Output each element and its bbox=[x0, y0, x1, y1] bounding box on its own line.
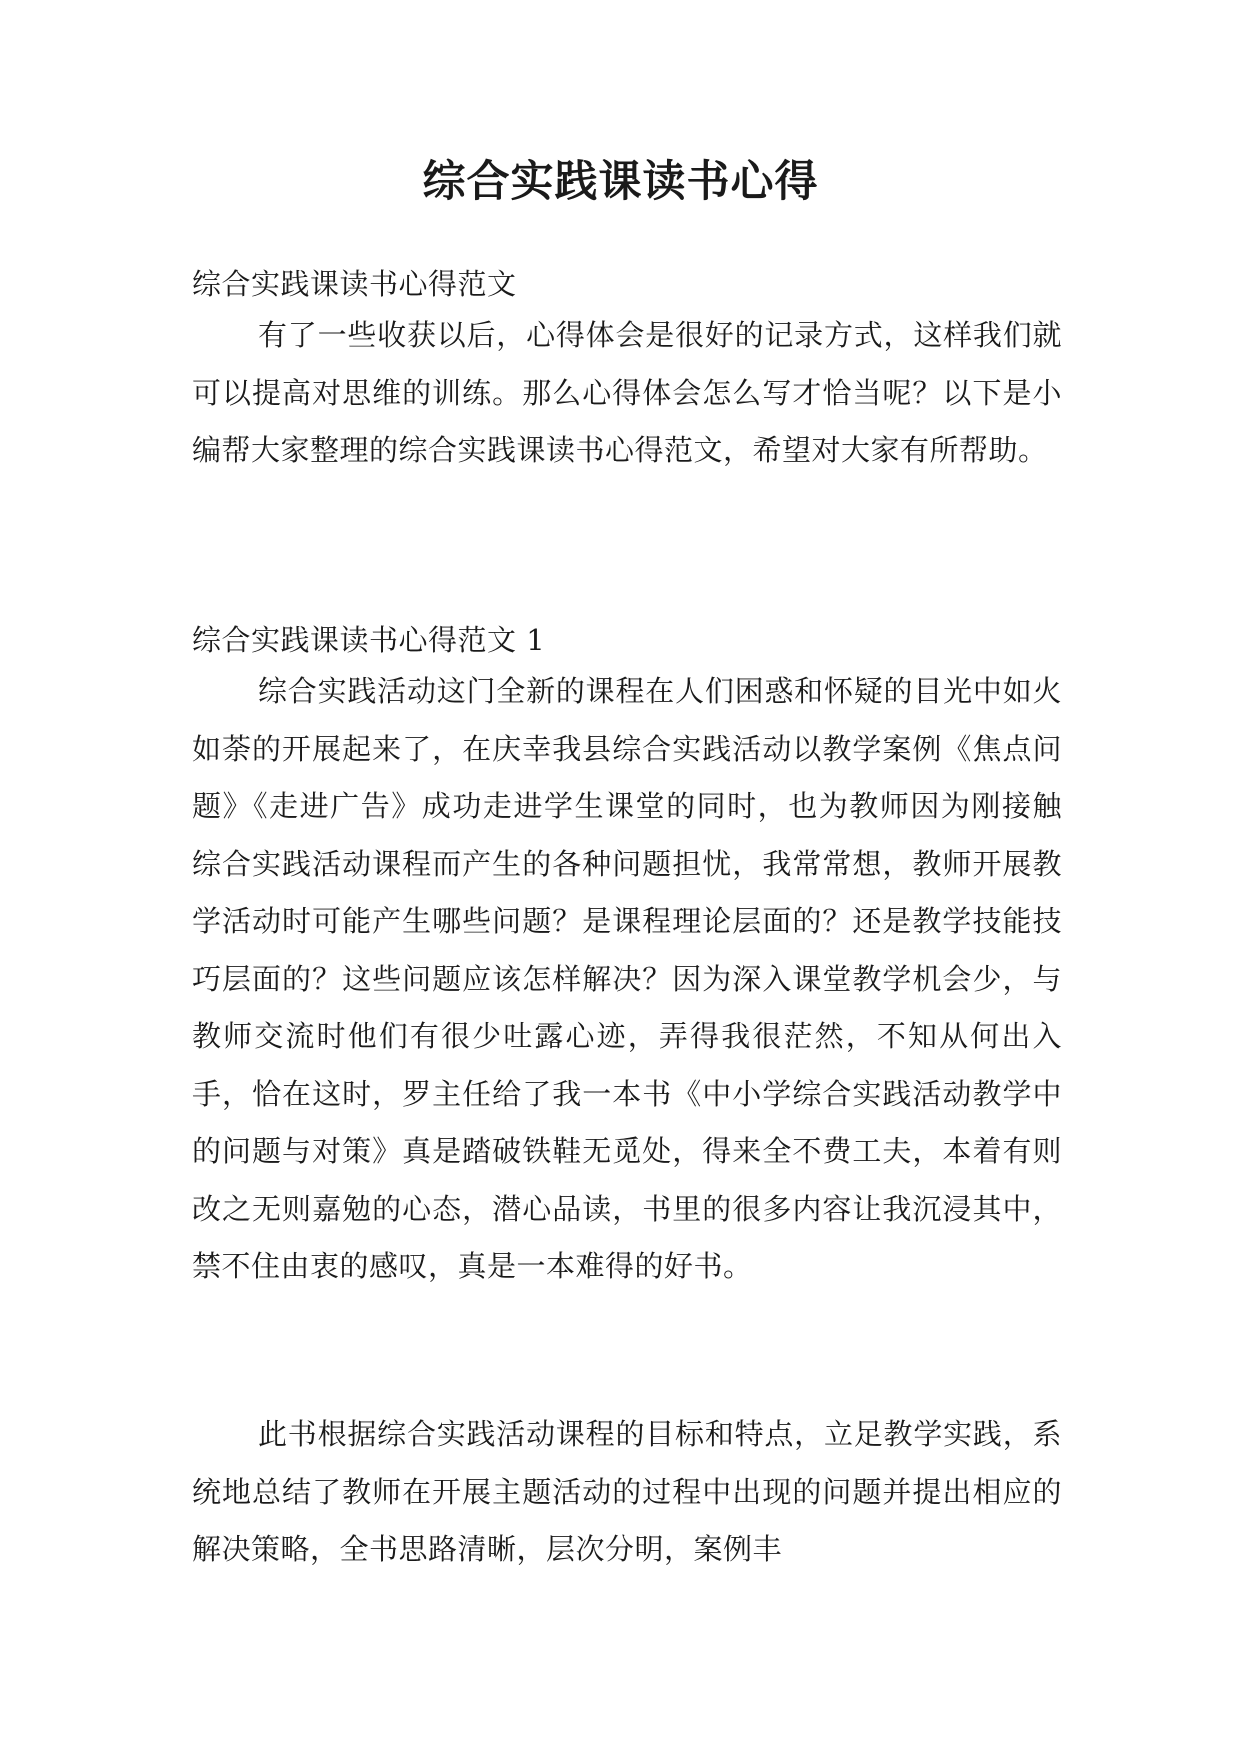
section1-paragraph-1: 综合实践活动这门全新的课程在人们困惑和怀疑的目光中如火如荼的开展起来了，在庆幸我县综合实践活动以教学案例《焦点问题》《走进广告》成功走进学生课堂的同时，也为教师因为刚接触综合实践活动课程而产生的各种问题担忧，我常常想，教师开展教学活动时可能产生哪些问题？是课程理论层面的？还是教学技能技巧层面的？这些问题应该怎样解决？因为深入课堂教学机会少，与教师交流时他们有很少吐露心迹，弄得我很茫然，不知从何出入手，恰在这时，罗主任给了我一本书《中小学综合实践活动教学中的问题与对策》真是踏破铁鞋无觅处，得来全不费工夫，本着有则改之无则嘉勉的心态，潜心品读，书里的很多内容让我沉浸其中，禁不住由衷的感叹，真是一本难得的好书。 bbox=[192, 674, 1062, 1283]
document-title: 综合实践课读书心得 bbox=[422, 157, 819, 207]
intro-paragraph: 有了一些收获以后，心得体会是很好的记录方式，这样我们就可以提高对思维的训练。那么心得体会怎么写才恰当呢？以下是小编帮大家整理的综合实践课读书心得范文，希望对大家有所帮助。 bbox=[192, 318, 1062, 467]
subtitle-heading: 综合实践课读书心得范文 bbox=[192, 267, 517, 301]
section1-paragraph-2: 此书根据综合实践活动课程的目标和特点，立足教学实践，系统地总结了教师在开展主题活动的过程中出现的问题并提出相应的解决策略，全书思路清晰，层次分明，案例丰 bbox=[192, 1417, 1062, 1566]
section1-heading: 综合实践课读书心得范文 1 bbox=[192, 623, 546, 657]
